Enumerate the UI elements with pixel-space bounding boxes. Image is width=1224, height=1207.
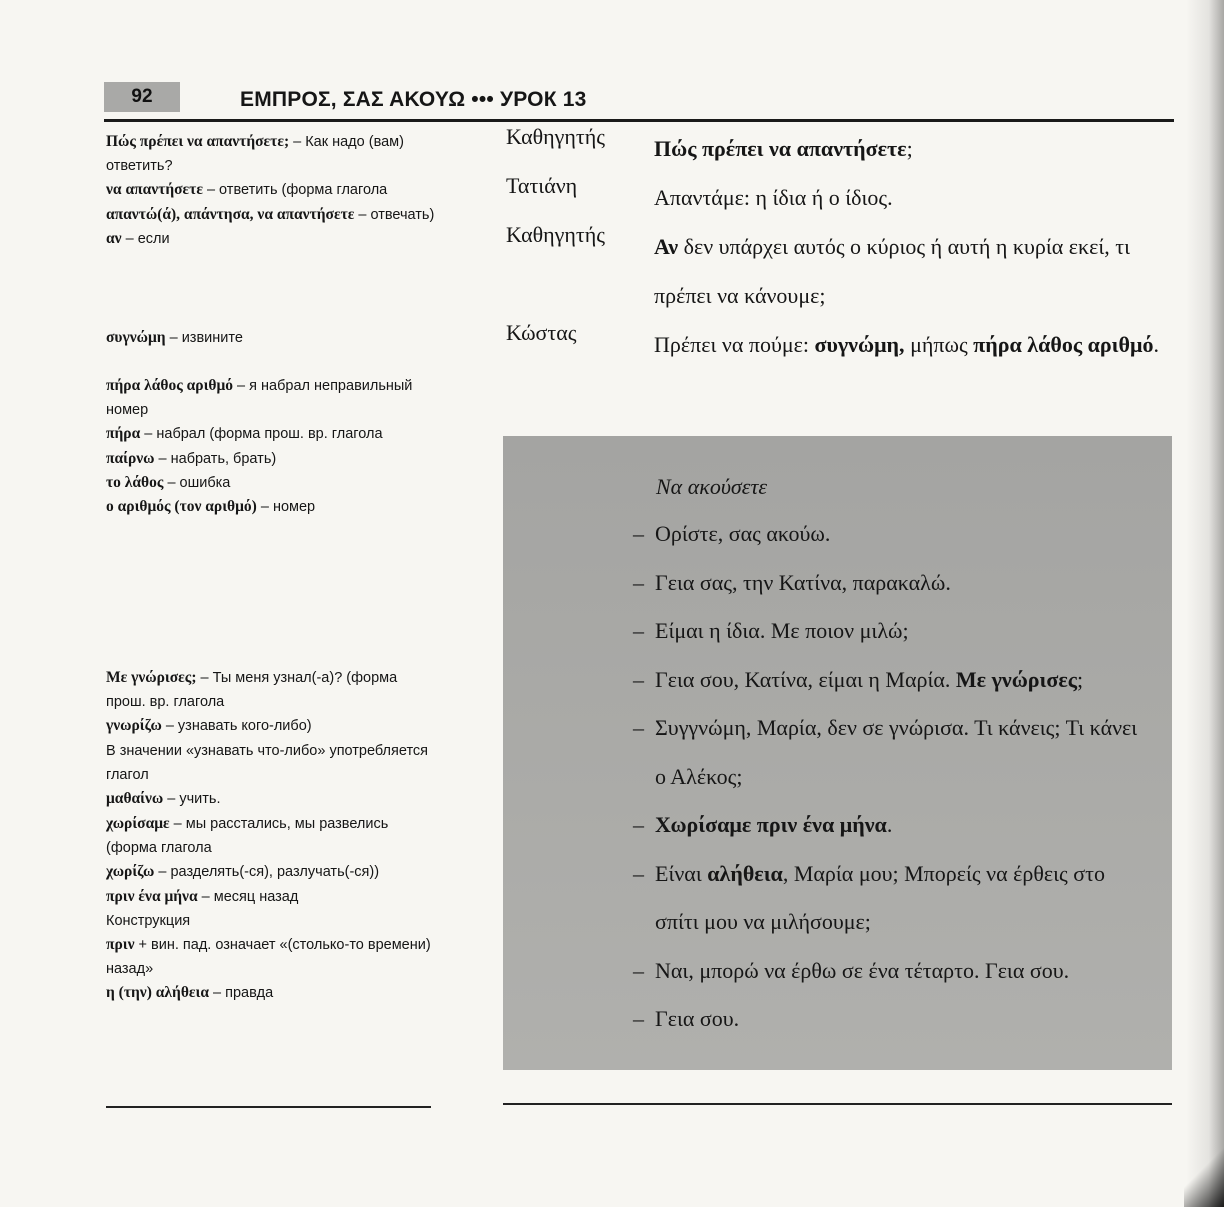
text-run: – узнавать кого-либо) — [161, 718, 312, 735]
classroom-dialogue — [506, 124, 1166, 369]
phone-dialogue — [633, 510, 1153, 1044]
text-run: – правда — [208, 985, 274, 1002]
text-run: δεν υπάρχει αυτός ο κύριος ή αυτή η κυρία εκεί, τι πρέπει να κάνουμε; — [654, 234, 1131, 308]
bold-term: αλήθεια — [707, 860, 783, 886]
bold-term: Με γνώρισες — [955, 666, 1078, 692]
speaker-name: Καθηγητής — [506, 124, 605, 149]
text-run: Γεια σου. — [655, 1006, 740, 1031]
listening-heading: Να ακούσετε — [656, 474, 767, 499]
text-run: В значении «узнавать что-либо» употребляется глагол — [106, 742, 429, 783]
text-run: Απαντάμε: η ίδια ή ο ίδιος. — [654, 185, 893, 210]
dialogue-line — [506, 173, 1166, 222]
text-run: Πρέπει να πούμε: — [654, 332, 815, 357]
speech-text — [654, 124, 1166, 173]
dialogue-line — [506, 124, 1166, 173]
text-run: – учить. — [163, 791, 221, 808]
dialogue-turn — [633, 947, 1153, 996]
glossary-entry — [106, 326, 436, 350]
text-run: – набрать, брать) — [154, 450, 277, 467]
glossary-entry — [106, 178, 436, 202]
text-run: Ναι, μπορώ να έρθω σε ένα τέταρτο. Γεια σου. — [655, 957, 1070, 983]
bold-term: χωρίσαμε — [106, 815, 170, 832]
text-run: Είμαι η ίδια. Με ποιον μιλώ; — [655, 618, 909, 643]
glossary-entry — [106, 422, 436, 446]
text-run: + вин. пад. означает «(столько-то времени) назад» — [106, 937, 431, 978]
listening-exercise-box — [503, 436, 1172, 1070]
glossary-entry — [106, 739, 436, 787]
speaker-name: Καθηγητής — [506, 222, 605, 247]
bold-term: παίρνω — [106, 449, 155, 467]
text-run: – ошибка — [163, 474, 231, 491]
bold-term: Αν — [654, 234, 679, 259]
bold-term: συγνώμη — [106, 329, 166, 346]
text-run: Συγγνώμη, Μαρία, δεν σε γνώρισα. Τι κάνεις; Τι κάνει ο Αλέκος; — [655, 715, 1138, 789]
text-run: Ορίστε, σας ακούω. — [655, 521, 831, 546]
dialogue-turn — [633, 850, 1153, 947]
chapter-title: ΕΜΠΡΟΣ, ΣΑΣ ΑΚΟΥΩ ••• УРОК 13 — [240, 88, 587, 111]
bold-term: Με γνώρισες; — [106, 669, 197, 686]
bold-term: Πώς πρέπει να απαντήσετε; — [106, 133, 290, 150]
glossary-entry — [106, 981, 436, 1005]
dialogue-turn — [633, 995, 1153, 1044]
dialogue-line — [506, 320, 1166, 369]
speech-text — [654, 173, 1166, 222]
bold-term: Πώς πρέπει να απαντήσετε — [654, 136, 907, 161]
glossary-group — [106, 130, 436, 251]
text-run: – извините — [165, 330, 243, 346]
bold-term: απαντώ(ά), απάντησα, να απαντήσετε — [106, 205, 355, 223]
bold-term: η (την) αλήθεια — [106, 984, 209, 1002]
glossary-group — [106, 326, 436, 350]
bold-term: συγνώμη, — [814, 332, 905, 357]
dash-mark: – — [633, 618, 644, 643]
text-run: – месяц назад — [197, 888, 299, 905]
glossary-entry — [106, 933, 436, 981]
glossary-entry — [106, 885, 436, 909]
text-run: Είναι — [655, 860, 708, 886]
text-run: – Ты меня узнал(-а)? (форма прош. вр. глагола — [106, 670, 398, 711]
text-run: – номер — [256, 499, 316, 516]
glossary-entry — [106, 447, 436, 471]
dialogue-turn — [633, 559, 1153, 608]
bold-term: χωρίζω — [106, 863, 155, 881]
speaker-name: Κώστας — [506, 320, 577, 345]
glossary-entry — [106, 909, 436, 933]
text-run: – отвечать) — [354, 206, 435, 223]
bold-term: πριν ένα μήνα — [106, 887, 198, 905]
bold-term: το λάθος — [106, 473, 164, 491]
header-divider — [104, 119, 1174, 122]
dash-mark: – — [633, 1006, 644, 1031]
text-run: μήπως — [904, 332, 974, 357]
book-corner-shadow — [1184, 1147, 1224, 1207]
text-run: – Как надо (вам) ответить? — [106, 134, 404, 175]
text-run: – я набрал неправильный номер — [106, 378, 413, 419]
glossary-group — [106, 666, 436, 811]
bold-term: να απαντήσετε — [106, 181, 203, 199]
bold-term: Χωρίσαμε πριν ένα μήνα — [655, 812, 887, 837]
glossary-entry — [106, 714, 436, 738]
text-run: ; — [1077, 666, 1084, 692]
bold-term: πήρα — [106, 425, 141, 443]
glossary-entry — [106, 203, 436, 227]
dash-mark: – — [633, 957, 644, 983]
page-edge-shadow — [1186, 0, 1224, 1207]
speech-text — [654, 222, 1166, 320]
running-header — [104, 82, 1174, 120]
text-run: Γεια σου, Κατίνα, είμαι η Μαρία. — [655, 666, 956, 692]
dialogue-turn — [633, 510, 1153, 559]
dialogue-turn — [633, 704, 1153, 801]
glossary-entry — [106, 471, 436, 495]
page-number: 92 — [104, 82, 180, 112]
glossary-entry — [106, 495, 436, 519]
dialogue-turn — [633, 607, 1153, 656]
text-run: – если — [121, 230, 170, 247]
footer-divider-right — [503, 1103, 1172, 1105]
dash-mark: – — [633, 715, 644, 740]
glossary-entry — [106, 666, 436, 714]
dash-mark: – — [633, 569, 644, 595]
bold-term: γνωρίζω — [106, 717, 162, 735]
dash-mark: – — [633, 521, 644, 546]
dialogue-turn — [633, 656, 1153, 705]
bold-term: πήρα λάθος αριθμό — [106, 377, 234, 394]
bold-term: πριν — [106, 936, 135, 954]
glossary-entry — [106, 374, 436, 422]
text-run: – разделять(-ся), разлучать(-ся)) — [154, 864, 380, 881]
glossary-entry — [106, 812, 436, 860]
text-run: Конструкция — [106, 912, 191, 929]
dash-mark: – — [633, 860, 644, 886]
text-run: – ответить (форма глагола — [202, 182, 388, 199]
dialogue-turn — [633, 801, 1153, 850]
glossary-entry — [106, 787, 436, 811]
speech-text — [654, 320, 1166, 369]
footer-divider-left — [106, 1106, 431, 1108]
text-run: – набрал (форма прош. вр. глагола — [140, 426, 383, 443]
glossary-entry — [106, 227, 436, 251]
text-run: . — [886, 812, 893, 837]
glossary-group — [106, 374, 436, 519]
bold-term: αν — [106, 229, 122, 247]
bold-term: ο αριθμός (τον αριθμό) — [106, 498, 257, 516]
glossary-entry — [106, 860, 436, 884]
text-run: . — [1153, 332, 1159, 357]
glossary-entry — [106, 130, 436, 178]
bold-term: μαθαίνω — [106, 790, 164, 808]
dash-mark: – — [633, 812, 644, 837]
text-run: , Μαρία μου; Μπορείς να έρθεις στο σπίτι μου να μιλήσουμε; — [655, 860, 1105, 934]
text-run: Γεια σας, την Κατίνα, παρακαλώ. — [655, 569, 951, 595]
speaker-name: Τατιάνη — [506, 173, 578, 198]
bold-term: πήρα λάθος αριθμό — [973, 332, 1154, 357]
dash-mark: – — [633, 666, 644, 692]
glossary-group — [106, 812, 436, 1006]
text-run: ; — [906, 136, 913, 161]
text-run: – мы расстались, мы развелись (форма глагола — [106, 816, 389, 857]
dialogue-line — [506, 222, 1166, 320]
